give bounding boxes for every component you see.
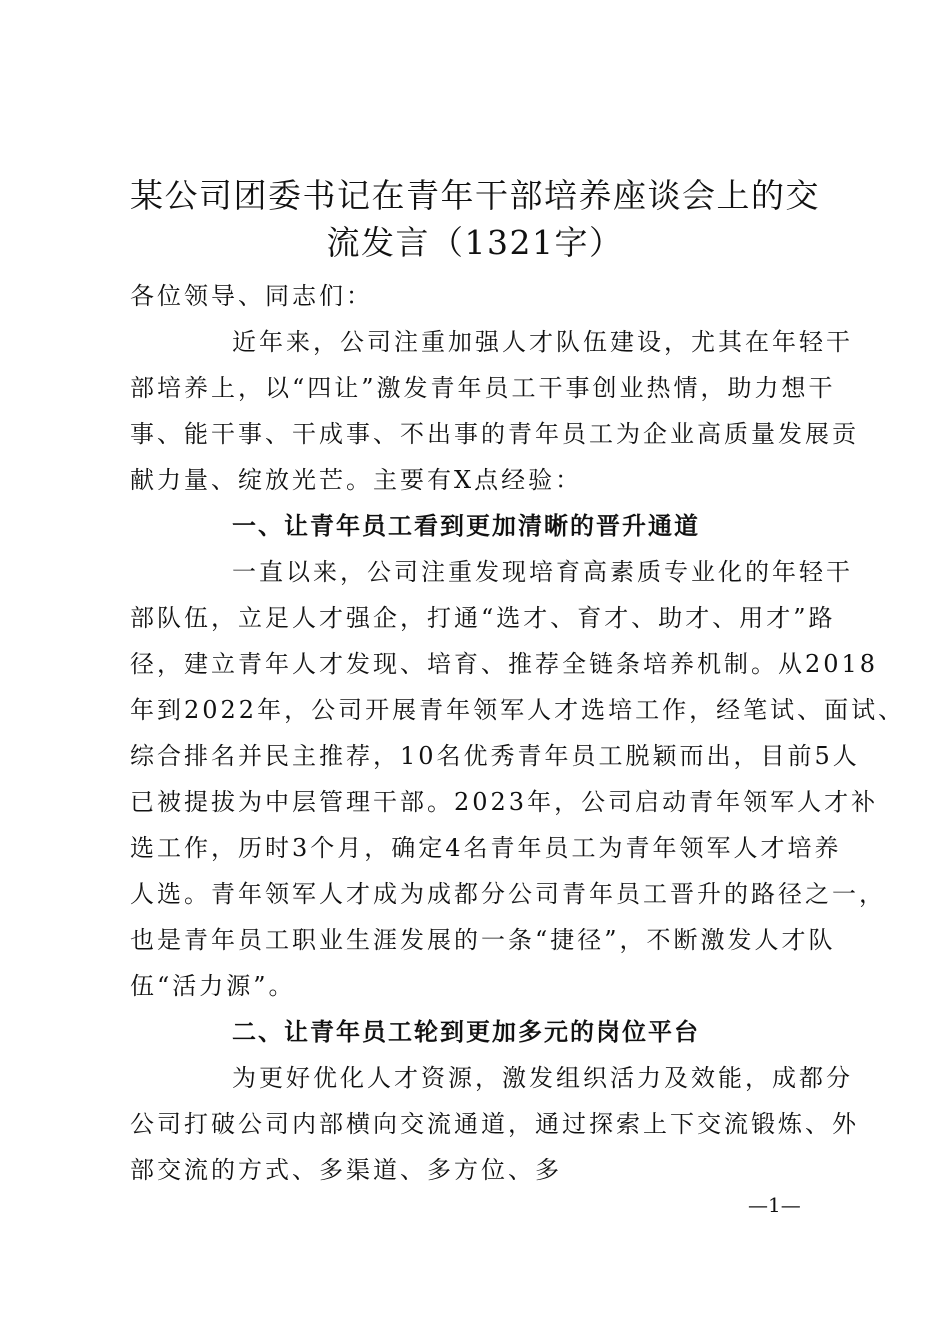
section-2-line: 部交流的方式、多渠道、多方位、多 (130, 1156, 562, 1184)
document-title-line-2: 流发言（1321字） (326, 223, 624, 262)
section-2-line: 为更好优化人才资源，激发组织活力及效能，成都分 (232, 1064, 853, 1092)
section-1-line: 年到2022年，公司开展青年领军人才选培工作，经笔试、面试、 (130, 696, 906, 724)
section-1-line: 综合排名并民主推荐，10名优秀青年员工脱颖而出，目前5人 (130, 742, 860, 770)
section-1-line: 也是青年员工职业生涯发展的一条“捷径”，不断激发人才队 (130, 926, 836, 954)
section-1-line: 已被提拔为中层管理干部。2023年，公司启动青年领军人才补 (130, 788, 879, 816)
section-1-line: 部队伍，立足人才强企，打通“选才、育才、助才、用才”路 (130, 604, 836, 632)
section-2-line: 公司打破公司内部横向交流通道，通过探索上下交流锻炼、外 (130, 1110, 859, 1138)
section-1-line: 伍“活力源”。 (130, 972, 296, 1000)
intro-line: 近年来，公司注重加强人才队伍建设，尤其在年轻干 (232, 328, 853, 356)
salutation: 各位领导、同志们： (130, 282, 373, 310)
section-1-heading: 一、让青年员工看到更加清晰的晋升通道 (232, 512, 700, 540)
page-number: —1— (748, 1193, 801, 1217)
document-title-line-1: 某公司团委书记在青年干部培养座谈会上的交 (130, 176, 820, 215)
intro-line: 献力量、绽放光芒。主要有X点经验： (130, 466, 583, 494)
section-1-line: 一直以来，公司注重发现培育高素质专业化的年轻干 (232, 558, 853, 586)
section-1-line: 径，建立青年人才发现、培育、推荐全链条培养机制。从2018 (130, 650, 879, 678)
section-1-line: 人选。青年领军人才成为成都分公司青年员工晋升的路径之一， (130, 880, 886, 908)
section-2-heading: 二、让青年员工轮到更加多元的岗位平台 (232, 1018, 700, 1046)
section-1-line: 选工作，历时3个月，确定4名青年员工为青年领军人才培养 (130, 834, 842, 862)
intro-line: 事、能干事、干成事、不出事的青年员工为企业高质量发展贡 (130, 420, 859, 448)
intro-line: 部培养上，以“四让”激发青年员工干事创业热情，助力想干 (130, 374, 836, 402)
